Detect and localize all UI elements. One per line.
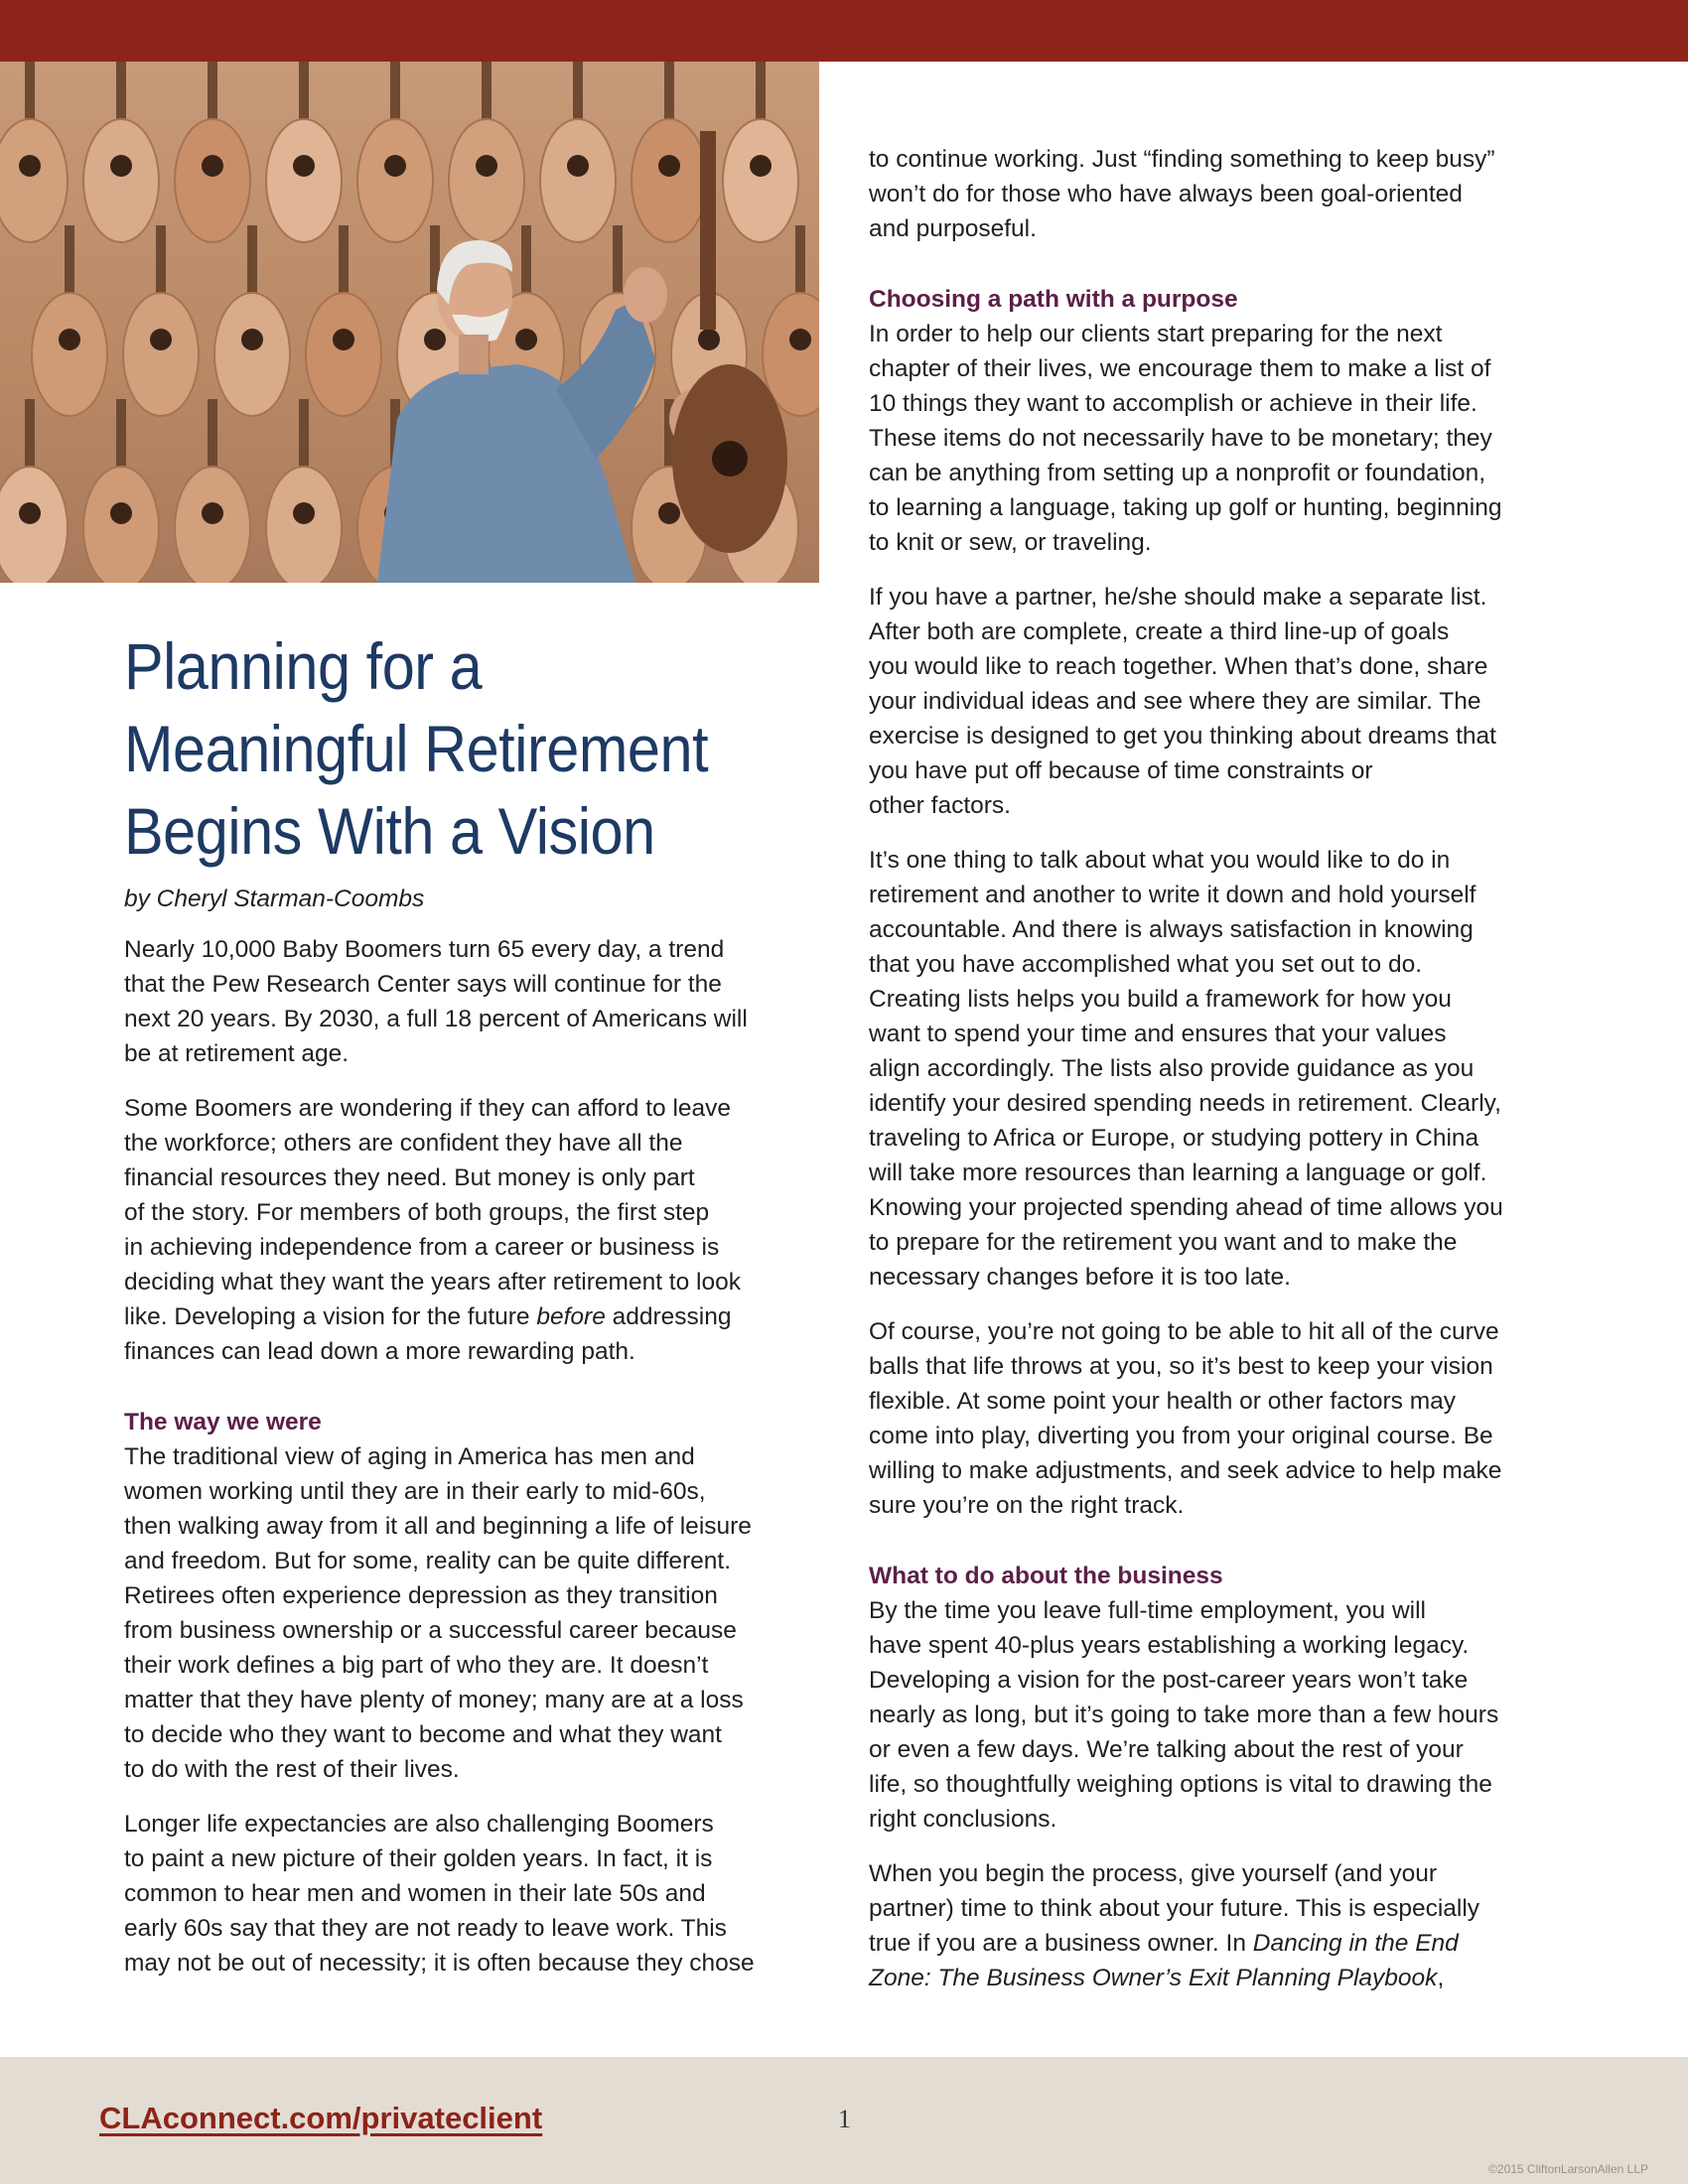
text-line: exercise is designed to get you thinking about dreams that [869,723,1496,750]
text-line: that you have accomplished what you set out to do. [869,951,1423,978]
text-line: deciding what they want the years after retirement to look [124,1269,741,1296]
text-line: you would like to reach together. When that’s done, share [869,653,1488,680]
left-column [124,882,819,2000]
paragraph-legacy [869,1593,1584,1837]
subheading-business: What to do about the business [869,1563,1223,1589]
wall-guitar [357,62,433,242]
wall-guitar [32,225,107,416]
text-line: to continue working. Just “finding something to keep busy” [869,146,1495,173]
text-line: early 60s say that they are not ready to leave work. This [124,1915,727,1942]
text-line: can be anything from setting up a nonprofit or foundation, [869,460,1486,486]
subheading-way-we-were: The way we were [124,1409,322,1435]
text-line: Knowing your projected spending ahead of time allows you [869,1194,1503,1221]
text-line: Longer life expectancies are also challenging Boomers [124,1811,714,1838]
subheading-choosing-path: Choosing a path with a purpose [869,286,1238,313]
paragraph-curve-balls [869,1314,1584,1523]
text-line: your individual ideas and see where they are similar. The [869,688,1481,715]
text-line: and purposeful. [869,215,1037,242]
title-line-1: Planning for a [124,629,483,703]
text-line: from business ownership or a successful career because [124,1617,737,1644]
paragraph-continue-working [869,142,1584,246]
text-line: finances can lead down a more rewarding path. [124,1338,635,1365]
text-line: in achieving independence from a career or business is [124,1234,720,1261]
text-line: identify your desired spending needs in retirement. Clearly, [869,1090,1501,1117]
text-line: In order to help our clients start preparing for the next [869,321,1443,347]
text-line: to decide who they want to become and what they want [124,1721,722,1748]
wall-guitar [175,399,250,583]
text-line: Nearly 10,000 Baby Boomers turn 65 every day, a trend [124,936,725,963]
paragraph-begin-process [869,1856,1584,1995]
text-line: common to hear men and women in their late 50s and [124,1880,706,1907]
text-line: come into play, diverting you from your original course. Be [869,1423,1493,1449]
paragraph-boomers [124,1091,819,1369]
text-line: matter that they have plenty of money; many are at a loss [124,1687,744,1713]
copyright-notice: ©2015 CliftonLarsonAllen LLP [1488,2162,1648,2176]
right-column [869,142,1584,2015]
title-line-3: Begins With a Vision [124,794,655,868]
book-title-text: Dancing in the End [1252,1930,1459,1957]
text-line: to prepare for the retirement you want and to make the [869,1229,1458,1256]
text-line: Retirees often experience depression as they transition [124,1582,718,1609]
text-line: balls that life throws at you, so it’s best to keep your vision [869,1353,1493,1380]
text-line: or even a few days. We’re talking about the rest of your [869,1736,1464,1763]
text-line: accountable. And there is always satisfaction in knowing [869,916,1474,943]
wall-guitar [83,62,159,242]
text-line: traveling to Africa or Europe, or studying pottery in China [869,1125,1479,1152]
text-line: and freedom. But for some, reality can be quite different. [124,1548,732,1574]
text-line: women working until they are in their early to mid-60s, [124,1478,706,1505]
text-line: then walking away from it all and beginning a life of leisure [124,1513,752,1540]
title-line-2: Meaningful Retirement [124,712,709,785]
text-line: align accordingly. The lists also provide guidance as you [869,1055,1475,1082]
text-line: right conclusions. [869,1806,1057,1833]
text-line: that the Pew Research Center says will continue for the [124,971,722,998]
byline: by Cheryl Starman-Coombs [124,886,425,912]
text-line: financial resources they need. But money is only part [124,1164,695,1191]
text-line: retirement and another to write it down and hold yourself [869,882,1477,908]
text-line: chapter of their lives, we encourage them to make a list of [869,355,1491,382]
text-line: won’t do for those who have always been goal-oriented [869,181,1463,207]
book-title-text: Zone: The Business Owner’s Exit Planning Playbook [869,1965,1438,1991]
text-line: next 20 years. By 2030, a full 18 percent of Americans will [124,1006,748,1032]
text-line: to paint a new picture of their golden years. In fact, it is [124,1845,713,1872]
text-line: These items do not necessarily have to be monetary; they [869,425,1492,452]
text-line: Some Boomers are wondering if they can afford to leave [124,1095,732,1122]
text-line: partner) time to think about your future. This is especially [869,1895,1480,1922]
text-line: you have put off because of time constraints or [869,757,1373,784]
text-run: , [1437,1965,1445,1991]
text-line: Developing a vision for the post-career years won’t take [869,1667,1469,1694]
text-line [124,1299,819,1334]
paragraph-traditional-view [124,1439,819,1787]
page-number: 1 [838,2105,851,2133]
text-line: necessary changes before it is too late. [869,1264,1291,1291]
text-line: After both are complete, create a third line-up of goals [869,618,1450,645]
text-line: their work defines a big part of who they are. It doesn’t [124,1652,709,1679]
text-line [869,1926,1584,1961]
text-line [869,1961,1584,1995]
text-line: Creating lists helps you build a framework for how you [869,986,1452,1013]
paragraph-list-of-ten [869,317,1584,560]
wall-guitar [540,62,616,242]
text-line: When you begin the process, give yourself (and your [869,1860,1437,1887]
photo-guitar-shop-icon [0,62,819,583]
text-line: want to spend your time and ensures that your values [869,1021,1447,1047]
wall-guitar [0,399,68,583]
paragraph-accountable [869,843,1584,1295]
website-link[interactable]: CLAconnect.com/privateclient [99,2101,543,2135]
text-line: Of course, you’re not going to be able to hit all of the curve [869,1318,1499,1345]
text-line: will take more resources than learning a language or golf. [869,1160,1487,1186]
text-line: to learning a language, taking up golf or hunting, beginning [869,494,1502,521]
paragraph-life-expectancy [124,1807,819,1980]
wall-guitar [306,225,381,416]
wall-guitar [83,399,159,583]
wall-guitar [449,62,524,242]
text-line: 10 things they want to accomplish or achieve in their life. [869,390,1477,417]
text-line: be at retirement age. [124,1040,350,1067]
text-line: willing to make adjustments, and seek advice to help make [869,1457,1502,1484]
text-line: The traditional view of aging in America has men and [124,1443,695,1470]
text-line: have spent 40-plus years establishing a working legacy. [869,1632,1470,1659]
text-line: other factors. [869,792,1011,819]
text-line: of the story. For members of both groups, the first step [124,1199,710,1226]
text-line: It’s one thing to talk about what you would like to do in [869,847,1451,874]
paragraph-partner [869,580,1584,823]
wall-guitar [214,225,290,416]
text-run: true if you are a business owner. In [869,1930,1253,1957]
text-run: addressing [605,1303,732,1330]
text-line: life, so thoughtfully weighing options is vital to drawing the [869,1771,1492,1798]
text-line: the workforce; others are confident they have all the [124,1130,683,1157]
header-photo [0,62,819,583]
text-line: By the time you leave full-time employment, you will [869,1597,1426,1624]
text-line: to do with the rest of their lives. [124,1756,460,1783]
wall-guitar [266,399,342,583]
wall-guitar [632,62,707,242]
text-line: sure you’re on the right track. [869,1492,1185,1519]
text-line: nearly as long, but it’s going to take more than a few hours [869,1702,1499,1728]
wall-guitar [763,225,819,416]
text-line: may not be out of necessity; it is often because they chose [124,1950,755,1977]
emphasis-text: before [536,1303,606,1330]
text-line: to knit or sew, or traveling. [869,529,1152,556]
text-run: like. Developing a vision for the future [124,1303,537,1330]
wall-guitar [175,62,250,242]
text-line: flexible. At some point your health or other factors may [869,1388,1457,1415]
wall-guitar [723,62,798,242]
article-title [124,625,732,873]
wall-guitar [0,62,68,242]
wall-guitar [266,62,342,242]
top-color-bar [0,0,1688,62]
paragraph-intro [124,932,819,1071]
wall-guitar [123,225,199,416]
text-line: If you have a partner, he/she should make a separate list. [869,584,1487,611]
